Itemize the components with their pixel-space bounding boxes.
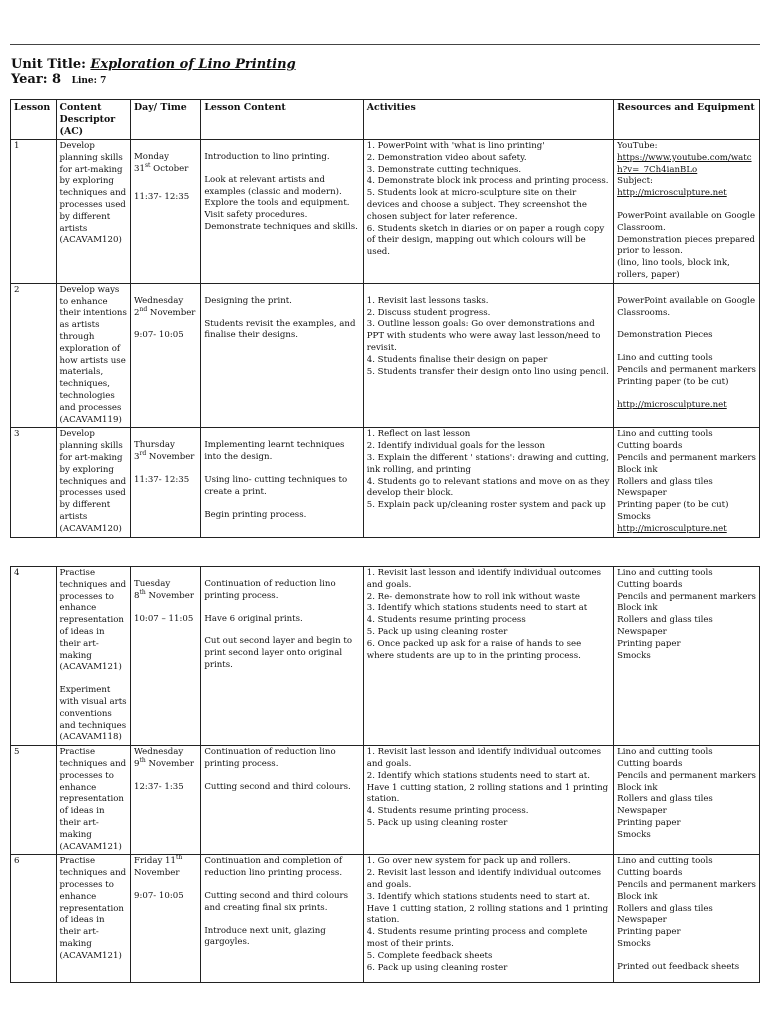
youtube-link[interactable]: https://www.youtube.com/watch?v=_7Ch4ianBLo [617,152,752,175]
lesson-row-5 [11,746,760,855]
year-line [11,72,296,87]
resource-item: Printed out feedback sheets [617,961,740,972]
activity-item: 1. Revisit last lessons tasks. [366,295,489,306]
resource-item: Lino and cutting tools [617,747,713,758]
content-line: Implementing learnt techniques into the design. [204,440,345,463]
resource-item: Block ink [617,603,658,614]
month: November [147,307,196,318]
lesson-number: 6 [11,855,57,983]
resources [614,283,760,428]
content-descriptor [56,567,130,746]
resource-item: PowerPoint available on Google Classroom. [617,210,756,233]
lesson-row-1 [11,140,760,284]
activity-item: 2. Demonstration video about safety. [366,152,527,163]
resource-item: Rollers and glass tiles [617,903,713,914]
resource-item: Pencils and permanent markers [617,770,756,781]
unit-title-line [11,57,296,72]
day-time [131,746,201,855]
content-descriptor: Develop planning skills for art-making by exploring techniques and processes used by different artists (ACAVAM120) [56,428,130,537]
resource-item: Newspaper [617,915,667,926]
day: Thursday [134,440,175,451]
content-descriptor: Practise techniques and processes to enhance representation of ideas in their art- making (ACAVAM121) [56,746,130,855]
content-line: Introduce next unit, glazing gargoyles. [204,925,326,948]
activity-item: 2. Revisit last lesson and identify individual outcomes and goals. [366,868,602,890]
resource-item: Pencils and permanent markers [617,364,756,375]
resource-item: Cutting boards [617,758,683,769]
date-suffix: st [144,161,151,169]
time: 9:07- 10:05 [134,890,184,901]
time: 10:07 – 11:05 [134,613,194,624]
activity-item: 5. Complete feedback sheets [366,950,493,961]
content-line: Look at relevant artists and examples (classic and modern). [204,174,342,197]
resource-item: Printing paper (to be cut) [617,376,729,387]
resource-item: Smocks [617,829,651,840]
date-suffix: th [139,588,146,596]
lesson-content [201,428,363,537]
resource-item: Block ink [617,464,658,475]
lesson-number: 4 [11,567,57,746]
content-line: Using lino- cutting techniques to create a print. [204,474,348,497]
microsculpture-link[interactable]: http://microsculpture.net [617,188,727,199]
lesson-row-3 [11,428,760,537]
resource-item: Smocks [617,938,651,949]
resource-item: Cutting boards [617,868,683,879]
activity-item: 4. Students resume printing process. [366,806,529,817]
date: 8 [134,590,140,601]
day: Wednesday [134,747,184,758]
date: 31 [134,163,145,174]
line-label: Line: 7 [71,76,107,86]
day-time [131,283,201,428]
activities [363,855,613,983]
activity-item: 4. Students resume printing process [366,615,526,626]
resource-item: Lino and cutting tools [617,353,713,364]
content-line: Explore the tools and equipment. [204,198,350,209]
date-suffix: nd [139,305,148,313]
resource-item: (lino, lino tools, block ink, rollers, paper) [617,258,730,280]
resources [614,746,760,855]
resource-item: Cutting boards [617,579,683,590]
header-lesson-content: Lesson Content [201,100,363,140]
resource-item: Demonstration Pieces [617,330,713,341]
resource-item: Lino and cutting tools [617,429,713,440]
activity-item: 6. Students sketch in diaries or on paper a rough copy of their design, mapping out which colours will be used. [366,223,605,258]
resource-item: Printing paper (to be cut) [617,500,729,511]
day: Wednesday [134,295,184,306]
resource-item: Newspaper [617,626,667,637]
content-line: Continuation of reduction lino printing process. [204,747,336,769]
header-lesson: Lesson [11,100,57,140]
lesson-content [201,140,363,284]
activity-item: 3. Explain the different ' stations': drawing and cutting, ink rolling, and printing [366,452,610,475]
lesson-row-4 [11,567,760,746]
resource-item: Demonstration pieces prepared prior to lesson. [617,234,756,257]
lesson-number: 3 [11,428,57,537]
header-day-time: Day/ Time [131,100,201,140]
resource-item: Lino and cutting tools [617,856,713,867]
resource-item: PowerPoint available on Google Classrooms. [617,295,756,318]
resource-item: Lino and cutting tools [617,568,713,578]
resource-item: Printing paper [617,817,681,828]
resource-item: Rollers and glass tiles [617,615,713,626]
content-line: Designing the print. [204,295,292,306]
content-line: Continuation of reduction lino printing process. [204,579,336,601]
descriptor-text: Practise techniques and processes to enhance representation of ideas in their art-making (ACAVAM121) [59,568,127,673]
resources [614,140,760,284]
microsculpture-link[interactable]: http://microsculpture.net [617,399,727,410]
lesson-content [201,746,363,855]
day-time [131,428,201,537]
activity-item: 3. Demonstrate cutting techniques. [366,164,522,175]
date-suffix: rd [139,450,147,458]
activity-item: 3. Identify which stations students need to start at [366,603,588,614]
resources [614,567,760,746]
activity-item: 2. Identify individual goals for the lesson [366,441,545,452]
activity-item: 3. Identify which stations students need to start at. Have 1 cutting station, 2 rolling stations and 1 printing station. [366,891,609,926]
unit-title-label: Unit Title: [11,57,86,72]
activity-item: 4. Students finalise their design on paper [366,354,548,365]
resources [614,428,760,537]
lesson-content [201,283,363,428]
activity-item: 4. Students resume printing process and complete most of their prints. [366,927,588,949]
activity-item: 4. Students go to relevant stations and move on as they develop their block. [366,476,610,499]
content-line: Begin printing process. [204,509,307,520]
activity-item: 2. Re- demonstrate how to roll ink without waste [366,591,580,602]
activity-item: 3. Outline lesson goals: Go over demonstrations and PPT with students who were away last lesson/need to revisit. [366,319,601,353]
resource-item: Rollers and glass tiles [617,794,713,805]
resource-item: Printing paper [617,927,681,938]
lesson-number: 5 [11,746,57,855]
activity-item: 5. Explain pack up/cleaning roster system and pack up [366,500,606,511]
lesson-content [201,567,363,746]
top-rule [10,44,760,45]
date-suffix: th [175,854,183,862]
subject-label: Subject: [617,176,653,187]
month: November [145,590,194,601]
content-line: Demonstrate techniques and skills. [204,221,358,232]
content-line: Cutting second and third colours and creating final six prints. [204,890,349,913]
date-suffix: th [139,757,146,765]
resource-item: Newspaper [617,806,667,817]
activity-item: 5. Pack up using cleaning roster [366,626,508,637]
document-header [11,57,296,87]
activities [363,746,613,855]
activity-item: 1. PowerPoint with 'what is lino printing' [366,141,545,151]
activity-item: 4. Demonstrate block ink process and printing process. [366,176,609,187]
youtube-label: YouTube: [617,141,658,151]
lesson-plan-table-2 [10,566,760,983]
activities [363,567,613,746]
time: 9:07- 10:05 [134,330,184,341]
unit-title: Exploration of Lino Printing [90,57,296,72]
header-activities: Activities [363,100,613,140]
resource-item: Pencils and permanent markers [617,591,756,602]
time: 11:37- 12:35 [134,474,190,485]
microsculpture-link[interactable]: http://microsculpture.net [617,523,727,534]
lesson-number: 2 [11,283,57,428]
month: October [150,163,189,174]
date: 2 [134,307,140,318]
resource-item: Newspaper [617,488,667,499]
content-line: Continuation and completion of reduction lino printing process. [204,856,343,879]
resource-item: Block ink [617,891,658,902]
activities [363,140,613,284]
day-time [131,567,201,746]
day-time [131,855,201,983]
resource-item: Smocks [617,650,651,661]
content-line: Visit safety procedures. [204,210,308,221]
resource-item: Cutting boards [617,441,683,452]
content-descriptor: Develop ways to enhance their intentions as artists through exploration of how artists use materials, techniques, technologies and processes (ACAVAM119) [56,283,130,428]
resource-item: Pencils and permanent markers [617,879,756,890]
header-content-descriptor: Content Descriptor (AC) [56,100,130,140]
header-resources: Resources and Equipment [614,100,760,140]
lesson-row-6 [11,855,760,983]
table-header-row [11,100,760,140]
lesson-content [201,855,363,983]
content-line: Cut out second layer and begin to print second layer onto original prints. [204,636,353,670]
content-line: Have 6 original prints. [204,613,303,624]
activity-item: 1. Revisit last lesson and identify individual outcomes and goals. [366,747,602,769]
activity-item: 5. Pack up using cleaning roster [366,817,508,828]
activity-item: 5. Students look at micro-sculpture site on their devices and choose a subject. They screenshot the chosen subject for later reference. [366,188,587,222]
time: 11:37- 12:35 [134,191,190,202]
month: November [134,868,180,879]
day: Tuesday [134,579,171,589]
content-line: Students revisit the examples, and finalise their designs. [204,318,356,341]
content-descriptor: Practise techniques and processes to enhance representation of ideas in their art- making (ACAVAM121) [56,855,130,983]
resource-item: Printing paper [617,638,681,649]
date: 3 [134,452,140,463]
activity-item: 2. Discuss student progress. [366,307,491,318]
activity-item: 1. Reflect on last lesson [366,429,471,440]
lesson-number: 1 [11,140,57,284]
content-line: Cutting second and third colours. [204,781,351,792]
month: November [146,452,195,463]
activities [363,428,613,537]
activities [363,283,613,428]
activity-item: 1. Go over new system for pack up and rollers. [366,856,571,867]
day: Monday [134,152,169,162]
resources [614,855,760,983]
year-label: Year: 8 [11,72,62,87]
resource-item: Block ink [617,782,658,793]
activity-item: 6. Once packed up ask for a raise of hands to see where students are up to in the printing process. [366,638,582,661]
resource-item: Smocks [617,511,651,522]
lesson-plan-table-1 [10,99,760,538]
day-time [131,140,201,284]
resource-item: Pencils and permanent markers [617,452,756,463]
day: Friday 11 [134,856,176,867]
activity-item: 1. Revisit last lesson and identify individual outcomes and goals. [366,568,602,590]
descriptor-text: Experiment with visual arts conventions and techniques (ACAVAM118) [59,685,127,743]
activity-item: 5. Students transfer their design onto lino using pencil. [366,366,609,377]
date: 9 [134,758,140,769]
resource-item: Rollers and glass tiles [617,476,713,487]
time: 12:37- 1:35 [134,781,184,792]
month: November [145,758,194,769]
activity-item: 2. Identify which stations students need to start at. Have 1 cutting station, 2 rolling stations and 1 printing station. [366,770,609,805]
lesson-row-2 [11,283,760,428]
activity-item: 6. Pack up using cleaning roster [366,962,508,973]
content-line: Introduction to lino printing. [204,152,330,162]
content-descriptor: Develop planning skills for art-making by exploring techniques and processes used by different artists (ACAVAM120) [56,140,130,284]
